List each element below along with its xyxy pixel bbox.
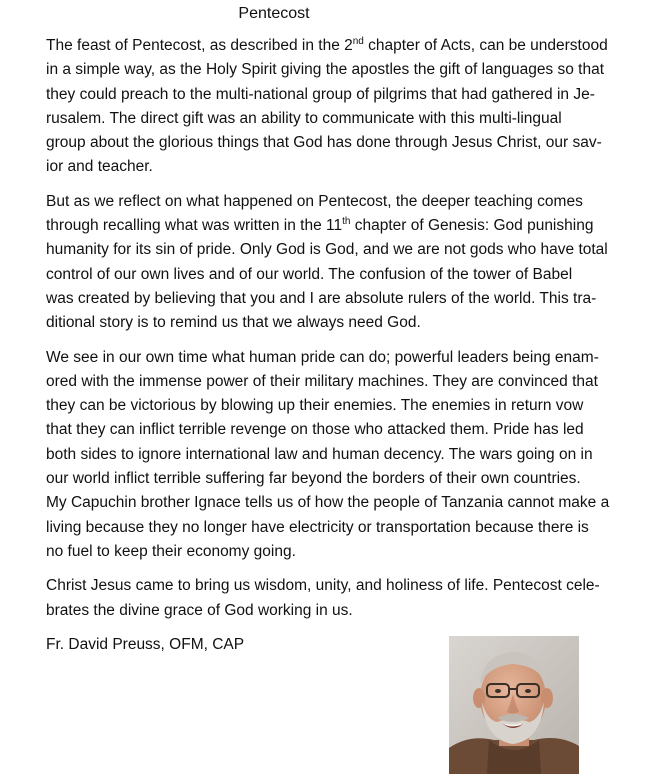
text-segment: living because they no longer have electricity or transportation because there is xyxy=(46,518,589,536)
text-line xyxy=(46,443,628,467)
text-segment: rusalem. The direct gift was an ability to communicate with this multi-lingual xyxy=(46,109,562,127)
text-line xyxy=(46,467,628,491)
text-line xyxy=(46,58,628,82)
text-line xyxy=(46,263,628,287)
text-segment: group about the glorious things that God has done through Jesus Christ, our sav- xyxy=(46,134,602,152)
text-line xyxy=(46,155,628,179)
paragraph xyxy=(46,574,628,623)
text-line xyxy=(46,311,628,335)
text-line xyxy=(46,540,628,564)
paragraph xyxy=(46,34,628,180)
paragraphs xyxy=(46,34,628,623)
text-segment: both sides to ignore international law and human decency. The wars going on in xyxy=(46,445,593,463)
article-body xyxy=(46,34,628,657)
text-segment: My Capuchin brother Ignace tells us of how the people of Tanzania cannot make a xyxy=(46,494,610,512)
text-segment: We see in our own time what human pride can do; powerful leaders being enam- xyxy=(46,348,599,366)
author-portrait xyxy=(449,636,579,774)
ordinal-suffix: nd xyxy=(352,35,364,47)
text-segment: through recalling what was written in the 11 xyxy=(46,217,343,235)
text-line xyxy=(46,287,628,311)
text-line xyxy=(46,491,628,515)
text-segment: humanity for its sin of pride. Only God is God, and we are not gods who have total xyxy=(46,241,608,259)
text-line xyxy=(46,370,628,394)
text-line xyxy=(46,107,628,131)
text-line xyxy=(46,238,628,262)
text-line xyxy=(46,574,628,598)
text-segment: brates the divine grace of God working in us. xyxy=(46,601,353,619)
text-segment: Christ Jesus came to bring us wisdom, unity, and holiness of life. Pentecost cele- xyxy=(46,577,600,595)
text-segment: in a simple way, as the Holy Spirit giving the apostles the gift of languages so that xyxy=(46,61,605,79)
text-line xyxy=(46,131,628,155)
paragraph xyxy=(46,346,628,565)
text-line xyxy=(46,190,628,214)
text-segment: The feast of Pentecost, as described in the 2 xyxy=(46,37,353,54)
text-line xyxy=(46,394,628,418)
text-segment: ior and teacher. xyxy=(46,158,153,176)
text-segment: ditional story is to remind us that we always need God. xyxy=(46,314,421,332)
ordinal-suffix: th xyxy=(342,215,351,227)
text-line xyxy=(46,599,628,623)
text-segment: no fuel to keep their economy going. xyxy=(46,542,296,560)
text-segment: chapter of Genesis: God punishing xyxy=(350,217,594,235)
page-title: Pentecost xyxy=(238,5,310,22)
text-line xyxy=(46,214,628,238)
signature: Fr. David Preuss, OFM, CAP xyxy=(46,635,245,653)
text-line xyxy=(46,83,628,107)
text-segment: that they can inflict terrible revenge on those who attacked them. Pride has led xyxy=(46,421,584,439)
text-line xyxy=(46,346,628,370)
text-segment: control of our own lives and of our world. The confusion of the tower of Babel xyxy=(46,265,573,283)
text-line xyxy=(46,418,628,442)
text-line xyxy=(46,34,628,58)
text-segment: chapter of Acts, can be understood xyxy=(363,37,608,54)
text-segment: our world inflict terrible suffering far beyond the borders of their own countries. xyxy=(46,470,581,488)
text-segment: But as we reflect on what happened on Pentecost, the deeper teaching comes xyxy=(46,192,583,210)
text-segment: they could preach to the multi-national group of pilgrims that had gathered in Je- xyxy=(46,85,595,103)
text-line xyxy=(46,516,628,540)
paragraph xyxy=(46,190,628,336)
text-segment: they can be victorious by blowing up their enemies. The enemies in return vow xyxy=(46,397,584,415)
text-segment: was created by believing that you and I are absolute rulers of the world. This tra- xyxy=(46,289,597,307)
text-segment: ored with the immense power of their military machines. They are convinced that xyxy=(46,372,598,390)
